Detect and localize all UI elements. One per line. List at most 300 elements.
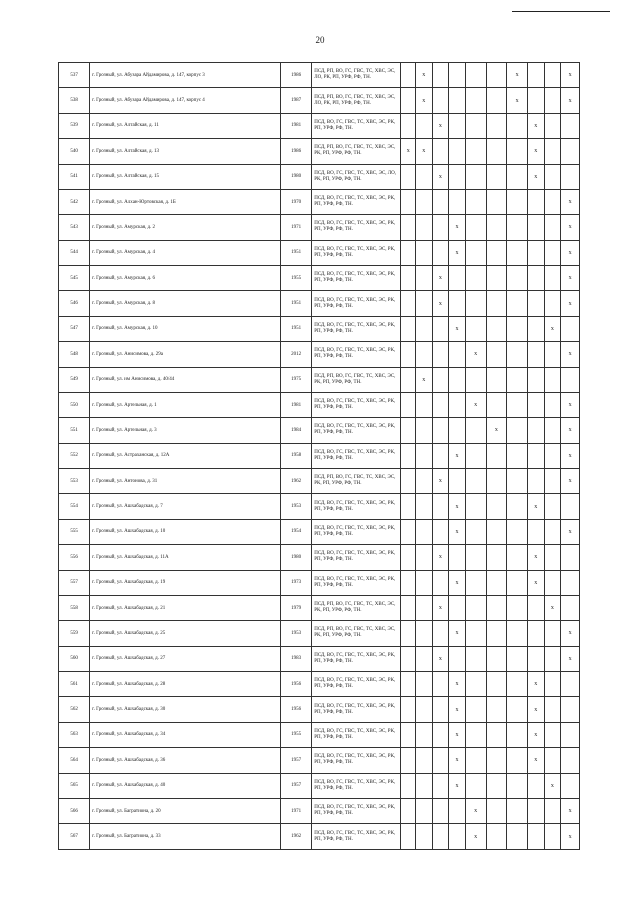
mark-cell xyxy=(507,316,528,341)
mark-cell xyxy=(465,164,486,189)
table-row xyxy=(59,189,580,214)
mark-cell xyxy=(465,316,486,341)
year-cell: 1951 xyxy=(281,291,312,316)
works-cell: ПСД, РП, ВО, ГС, ГВС, ТС, ХВС, ЭС, РК, РП, УРФ, РФ, ТН. xyxy=(312,595,401,620)
mark-cell xyxy=(449,392,466,417)
row-number: 548 xyxy=(59,342,90,367)
mark-cell xyxy=(415,697,432,722)
mark-cell xyxy=(486,773,507,798)
mark-cell xyxy=(449,189,466,214)
works-cell: ПСД, РП, ВО, ГС, ГВС, ТС, ХВС, ЭС, РК, РП, УРФ, РФ, ТН. xyxy=(312,139,401,164)
mark-cell xyxy=(432,215,449,240)
mark-cell xyxy=(449,113,466,138)
works-cell: ПСД, ВО, ГС, ГВС, ТС, ХВС, ЭС, РК, РП, УРФ, РФ, ТН. xyxy=(312,672,401,697)
mark-cell: х xyxy=(544,773,561,798)
mark-cell xyxy=(401,672,416,697)
mark-cell xyxy=(544,367,561,392)
mark-cell xyxy=(401,824,416,850)
mark-cell xyxy=(486,164,507,189)
address-cell: г. Грозный, ул. Амурская, д. 6 xyxy=(90,266,281,291)
mark-cell xyxy=(544,418,561,443)
mark-cell: х xyxy=(415,63,432,88)
mark-cell: х xyxy=(528,672,545,697)
mark-cell xyxy=(544,164,561,189)
mark-cell xyxy=(544,621,561,646)
address-cell: г. Грозный, ул. им Анисимова, д. 40/44 xyxy=(90,367,281,392)
row-number: 559 xyxy=(59,621,90,646)
mark-cell xyxy=(401,316,416,341)
works-cell: ПСД, ВО, ГС, ГВС, ТС, ХВС, ЭС, РК, РП, УРФ, РФ, ТН. xyxy=(312,316,401,341)
mark-cell xyxy=(507,392,528,417)
mark-cell xyxy=(507,595,528,620)
mark-cell xyxy=(449,266,466,291)
mark-cell: х xyxy=(449,215,466,240)
mark-cell xyxy=(432,697,449,722)
works-cell: ПСД, ВО, ГС, ГВС, ТС, ХВС, ЭС, РК, РП, УРФ, РФ, ТН. xyxy=(312,392,401,417)
table-row xyxy=(59,773,580,798)
mark-cell xyxy=(432,316,449,341)
address-cell: г. Грозный, ул. Абузара Айдамирова, д. 147, корпус 3 xyxy=(90,63,281,88)
mark-cell xyxy=(432,189,449,214)
works-cell: ПСД, ВО, ГС, ГВС, ТС, ХВС, ЭС, РК, РП, УРФ, РФ, ТН. xyxy=(312,773,401,798)
mark-cell xyxy=(486,595,507,620)
mark-cell xyxy=(486,494,507,519)
mark-cell xyxy=(486,189,507,214)
mark-cell: х xyxy=(432,113,449,138)
mark-cell xyxy=(401,63,416,88)
mark-cell xyxy=(544,545,561,570)
mark-cell xyxy=(401,88,416,113)
year-cell: 1956 xyxy=(281,697,312,722)
mark-cell xyxy=(415,519,432,544)
mark-cell xyxy=(561,697,580,722)
mark-cell xyxy=(544,798,561,823)
mark-cell: х xyxy=(449,621,466,646)
mark-cell: х xyxy=(432,595,449,620)
mark-cell xyxy=(415,240,432,265)
mark-cell xyxy=(507,798,528,823)
mark-cell: х xyxy=(432,266,449,291)
mark-cell: х xyxy=(561,798,580,823)
mark-cell xyxy=(544,469,561,494)
mark-cell xyxy=(415,469,432,494)
mark-cell: х xyxy=(465,392,486,417)
works-cell: ПСД, ВО, ГС, ГВС, ТС, ХВС, ЭС, РК, РП, УРФ, РФ, ТН. xyxy=(312,215,401,240)
mark-cell xyxy=(415,342,432,367)
row-number: 567 xyxy=(59,824,90,850)
mark-cell xyxy=(465,519,486,544)
mark-cell xyxy=(544,291,561,316)
row-number: 554 xyxy=(59,494,90,519)
mark-cell: х xyxy=(415,367,432,392)
year-cell: 1980 xyxy=(281,164,312,189)
mark-cell: х xyxy=(561,418,580,443)
year-cell: 1971 xyxy=(281,798,312,823)
row-number: 552 xyxy=(59,443,90,468)
mark-cell xyxy=(432,722,449,747)
mark-cell xyxy=(401,722,416,747)
year-cell: 1975 xyxy=(281,367,312,392)
mark-cell xyxy=(432,494,449,519)
mark-cell xyxy=(415,773,432,798)
mark-cell xyxy=(465,494,486,519)
address-cell: г. Грозный, ул. Ашхабадская, д. 30 xyxy=(90,697,281,722)
mark-cell xyxy=(528,773,545,798)
mark-cell xyxy=(465,418,486,443)
mark-cell: х xyxy=(507,88,528,113)
mark-cell: х xyxy=(561,824,580,850)
address-cell: г. Грозный, ул. Амурская, д. 2 xyxy=(90,215,281,240)
table-row xyxy=(59,824,580,850)
mark-cell xyxy=(544,113,561,138)
mark-cell xyxy=(449,88,466,113)
year-cell: 1986 xyxy=(281,63,312,88)
mark-cell xyxy=(544,443,561,468)
mark-cell xyxy=(465,595,486,620)
mark-cell xyxy=(486,392,507,417)
mark-cell xyxy=(432,139,449,164)
mark-cell xyxy=(528,189,545,214)
year-cell: 1970 xyxy=(281,189,312,214)
address-cell: г. Грозный, ул. Артельная, д. 1 xyxy=(90,392,281,417)
mark-cell: х xyxy=(401,139,416,164)
mark-cell xyxy=(486,722,507,747)
mark-cell xyxy=(415,722,432,747)
works-cell: ПСД, ВО, ГС, ГВС, ТС, ХВС, ЭС, РК, РП, УРФ, РФ, ТН. xyxy=(312,113,401,138)
mark-cell: х xyxy=(544,316,561,341)
year-cell: 1958 xyxy=(281,443,312,468)
mark-cell xyxy=(465,646,486,671)
mark-cell: х xyxy=(561,88,580,113)
row-number: 545 xyxy=(59,266,90,291)
year-cell: 1956 xyxy=(281,672,312,697)
mark-cell xyxy=(465,443,486,468)
mark-cell xyxy=(507,545,528,570)
mark-cell xyxy=(415,418,432,443)
mark-cell xyxy=(465,748,486,773)
mark-cell xyxy=(486,139,507,164)
mark-cell xyxy=(401,113,416,138)
table-row xyxy=(59,570,580,595)
mark-cell: х xyxy=(449,494,466,519)
mark-cell xyxy=(401,469,416,494)
mark-cell xyxy=(528,291,545,316)
mark-cell xyxy=(415,189,432,214)
mark-cell xyxy=(486,469,507,494)
mark-cell: х xyxy=(561,215,580,240)
works-cell: ПСД, ВО, ГС, ГВС, ТС, ХВС, ЭС, РК, РП, УРФ, РФ, ТН. xyxy=(312,291,401,316)
table-row xyxy=(59,367,580,392)
mark-cell xyxy=(401,748,416,773)
mark-cell xyxy=(415,748,432,773)
mark-cell xyxy=(449,646,466,671)
mark-cell xyxy=(486,519,507,544)
mark-cell xyxy=(415,266,432,291)
row-number: 555 xyxy=(59,519,90,544)
mark-cell xyxy=(528,63,545,88)
year-cell: 1962 xyxy=(281,469,312,494)
row-number: 550 xyxy=(59,392,90,417)
year-cell: 1979 xyxy=(281,595,312,620)
address-cell: г. Грозный, ул. Багратиона, д. 20 xyxy=(90,798,281,823)
mark-cell xyxy=(507,469,528,494)
mark-cell: х xyxy=(432,291,449,316)
year-cell: 1951 xyxy=(281,240,312,265)
mark-cell xyxy=(507,189,528,214)
year-cell: 1955 xyxy=(281,722,312,747)
mark-cell xyxy=(465,672,486,697)
mark-cell xyxy=(415,443,432,468)
mark-cell xyxy=(401,697,416,722)
mark-cell xyxy=(507,773,528,798)
row-number: 561 xyxy=(59,672,90,697)
mark-cell: х xyxy=(507,63,528,88)
mark-cell xyxy=(432,367,449,392)
year-cell: 1954 xyxy=(281,519,312,544)
mark-cell: х xyxy=(415,88,432,113)
table-row xyxy=(59,215,580,240)
mark-cell xyxy=(432,63,449,88)
mark-cell xyxy=(507,266,528,291)
mark-cell xyxy=(465,266,486,291)
year-cell: 1957 xyxy=(281,748,312,773)
mark-cell: х xyxy=(449,519,466,544)
mark-cell xyxy=(486,240,507,265)
address-cell: г. Грозный, ул. Амурская, д. 10 xyxy=(90,316,281,341)
row-number: 543 xyxy=(59,215,90,240)
mark-cell xyxy=(449,545,466,570)
row-number: 539 xyxy=(59,113,90,138)
mark-cell xyxy=(544,240,561,265)
mark-cell xyxy=(465,63,486,88)
mark-cell: х xyxy=(561,266,580,291)
row-number: 549 xyxy=(59,367,90,392)
row-number: 562 xyxy=(59,697,90,722)
works-cell: ПСД, ВО, ГС, ГВС, ТС, ХВС, ЭС, РК, РП, УРФ, РФ, ТН. xyxy=(312,266,401,291)
row-number: 566 xyxy=(59,798,90,823)
mark-cell: х xyxy=(432,646,449,671)
row-number: 558 xyxy=(59,595,90,620)
mark-cell: х xyxy=(561,63,580,88)
address-cell: г. Грозный, ул. Алтайская, д. 13 xyxy=(90,139,281,164)
table-row xyxy=(59,113,580,138)
mark-cell xyxy=(486,266,507,291)
address-cell: г. Грозный, ул. Ашхабадская, д. 10 xyxy=(90,519,281,544)
works-cell: ПСД, ВО, ГС, ГВС, ТС, ХВС, ЭС, РК, РП, УРФ, РФ, ТН. xyxy=(312,519,401,544)
mark-cell xyxy=(415,164,432,189)
mark-cell: х xyxy=(449,722,466,747)
year-cell: 1984 xyxy=(281,418,312,443)
row-number: 537 xyxy=(59,63,90,88)
mark-cell xyxy=(507,494,528,519)
mark-cell xyxy=(401,418,416,443)
table-row xyxy=(59,469,580,494)
mark-cell xyxy=(561,545,580,570)
mark-cell xyxy=(449,595,466,620)
mark-cell xyxy=(544,722,561,747)
mark-cell: х xyxy=(465,798,486,823)
mark-cell xyxy=(507,748,528,773)
mark-cell xyxy=(544,392,561,417)
mark-cell xyxy=(415,621,432,646)
table-row xyxy=(59,342,580,367)
mark-cell: х xyxy=(561,646,580,671)
mark-cell xyxy=(486,316,507,341)
mark-cell xyxy=(449,139,466,164)
table-row xyxy=(59,798,580,823)
mark-cell xyxy=(561,494,580,519)
mark-cell xyxy=(486,291,507,316)
mark-cell xyxy=(544,215,561,240)
works-cell: ПСД, РП, ВО, ГС, ГВС, ТС, ХВС, ЭС, РК, РП, УРФ, РФ, ТН. xyxy=(312,469,401,494)
mark-cell: х xyxy=(449,316,466,341)
year-cell: 1983 xyxy=(281,646,312,671)
address-cell: г. Грозный, ул. Артельная, д. 3 xyxy=(90,418,281,443)
works-cell: ПСД, ВО, ГС, ГВС, ТС, ХВС, ЭС, РК, РП, УРФ, РФ, ТН. xyxy=(312,545,401,570)
mark-cell xyxy=(401,773,416,798)
row-number: 538 xyxy=(59,88,90,113)
mark-cell: х xyxy=(449,443,466,468)
works-cell: ПСД, ВО, ГС, ГВС, ТС, ХВС, ЭС, РК, РП, УРФ, РФ, ТН. xyxy=(312,418,401,443)
table-row xyxy=(59,519,580,544)
row-number: 540 xyxy=(59,139,90,164)
mark-cell xyxy=(449,824,466,850)
mark-cell: х xyxy=(561,291,580,316)
table-row xyxy=(59,266,580,291)
mark-cell xyxy=(486,748,507,773)
mark-cell xyxy=(507,646,528,671)
mark-cell xyxy=(415,113,432,138)
mark-cell xyxy=(507,570,528,595)
works-cell: ПСД, РП, ВО, ГС, ГВС, ТС, ХВС, ЭС, РК, РП, УРФ, РФ, ТН. xyxy=(312,621,401,646)
address-cell: г. Грозный, ул. Амурская, д. 8 xyxy=(90,291,281,316)
mark-cell: х xyxy=(465,824,486,850)
mark-cell xyxy=(486,367,507,392)
mark-cell xyxy=(401,291,416,316)
mark-cell xyxy=(401,798,416,823)
row-number: 563 xyxy=(59,722,90,747)
address-cell: г. Грозный, ул. Ашхабадская, д. 21 xyxy=(90,595,281,620)
table-row xyxy=(59,494,580,519)
year-cell: 1973 xyxy=(281,570,312,595)
mark-cell xyxy=(415,595,432,620)
mark-cell: х xyxy=(561,519,580,544)
mark-cell xyxy=(449,342,466,367)
mark-cell xyxy=(561,773,580,798)
mark-cell xyxy=(465,113,486,138)
mark-cell: х xyxy=(432,164,449,189)
mark-cell xyxy=(415,316,432,341)
mark-cell xyxy=(561,316,580,341)
mark-cell xyxy=(528,798,545,823)
works-cell: ПСД, ВО, ГС, ГВС, ТС, ХВС, ЭС, РК, РП, УРФ, РФ, ТН. xyxy=(312,646,401,671)
table-row xyxy=(59,621,580,646)
mark-cell: х xyxy=(415,139,432,164)
mark-cell xyxy=(544,570,561,595)
works-cell: ПСД, РП, ВО, ГС, ГВС, ТС, ХВС, ЭС, ЛО, РК, РП, УРФ, РФ, ТН. xyxy=(312,88,401,113)
mark-cell xyxy=(507,621,528,646)
mark-cell: х xyxy=(528,545,545,570)
mark-cell xyxy=(449,63,466,88)
address-cell: г. Грозный, ул. Ашхабадская, д. 40 xyxy=(90,773,281,798)
registry-body xyxy=(59,63,580,850)
row-number: 551 xyxy=(59,418,90,443)
mark-cell xyxy=(507,113,528,138)
mark-cell: х xyxy=(528,570,545,595)
mark-cell xyxy=(528,443,545,468)
mark-cell xyxy=(528,367,545,392)
corner-rule xyxy=(512,11,610,12)
mark-cell xyxy=(401,621,416,646)
mark-cell: х xyxy=(486,418,507,443)
mark-cell xyxy=(401,494,416,519)
table-row xyxy=(59,63,580,88)
mark-cell xyxy=(401,545,416,570)
mark-cell xyxy=(544,697,561,722)
works-cell: ПСД, ВО, ГС, ГВС, ТС, ХВС, ЭС, РК, РП, УРФ, РФ, ТН. xyxy=(312,494,401,519)
mark-cell xyxy=(486,545,507,570)
works-cell: ПСД, ВО, ГС, ГВС, ТС, ХВС, ЭС, РК, РП, УРФ, РФ, ТН. xyxy=(312,748,401,773)
mark-cell xyxy=(401,570,416,595)
mark-cell xyxy=(465,697,486,722)
mark-cell: х xyxy=(528,748,545,773)
address-cell: г. Грозный, ул. Ашхабадская, д. 36 xyxy=(90,748,281,773)
mark-cell xyxy=(465,88,486,113)
mark-cell xyxy=(432,824,449,850)
row-number: 544 xyxy=(59,240,90,265)
mark-cell xyxy=(401,392,416,417)
mark-cell: х xyxy=(561,240,580,265)
row-number: 547 xyxy=(59,316,90,341)
mark-cell xyxy=(432,88,449,113)
mark-cell xyxy=(465,291,486,316)
mark-cell xyxy=(486,570,507,595)
mark-cell: х xyxy=(544,595,561,620)
mark-cell xyxy=(465,215,486,240)
mark-cell xyxy=(465,722,486,747)
mark-cell xyxy=(528,469,545,494)
mark-cell xyxy=(507,672,528,697)
works-cell: ПСД, ВО, ГС, ГВС, ТС, ХВС, ЭС, РК, РП, УРФ, РФ, ТН. xyxy=(312,570,401,595)
mark-cell xyxy=(544,189,561,214)
address-cell: г. Грозный, ул. Алхан-Юртовская, д. 1Б xyxy=(90,189,281,214)
mark-cell xyxy=(486,672,507,697)
address-cell: г. Грозный, ул. Багратиона, д. 33 xyxy=(90,824,281,850)
mark-cell xyxy=(465,570,486,595)
mark-cell xyxy=(544,646,561,671)
works-cell: ПСД, ВО, ГС, ГВС, ТС, ХВС, ЭС, РК, РП, УРФ, РФ, ТН. xyxy=(312,342,401,367)
mark-cell xyxy=(432,342,449,367)
row-number: 553 xyxy=(59,469,90,494)
mark-cell: х xyxy=(449,672,466,697)
mark-cell xyxy=(415,291,432,316)
table-row xyxy=(59,697,580,722)
mark-cell: х xyxy=(465,342,486,367)
mark-cell: х xyxy=(528,164,545,189)
table-row xyxy=(59,88,580,113)
table-row xyxy=(59,418,580,443)
works-cell: ПСД, ВО, ГС, ГВС, ТС, ХВС, ЭС, РК, РП, УРФ, РФ, ТН. xyxy=(312,798,401,823)
mark-cell xyxy=(465,469,486,494)
table-row xyxy=(59,392,580,417)
mark-cell xyxy=(544,266,561,291)
mark-cell: х xyxy=(449,773,466,798)
mark-cell xyxy=(544,63,561,88)
table-row xyxy=(59,291,580,316)
mark-cell xyxy=(528,621,545,646)
mark-cell xyxy=(528,392,545,417)
mark-cell xyxy=(528,519,545,544)
